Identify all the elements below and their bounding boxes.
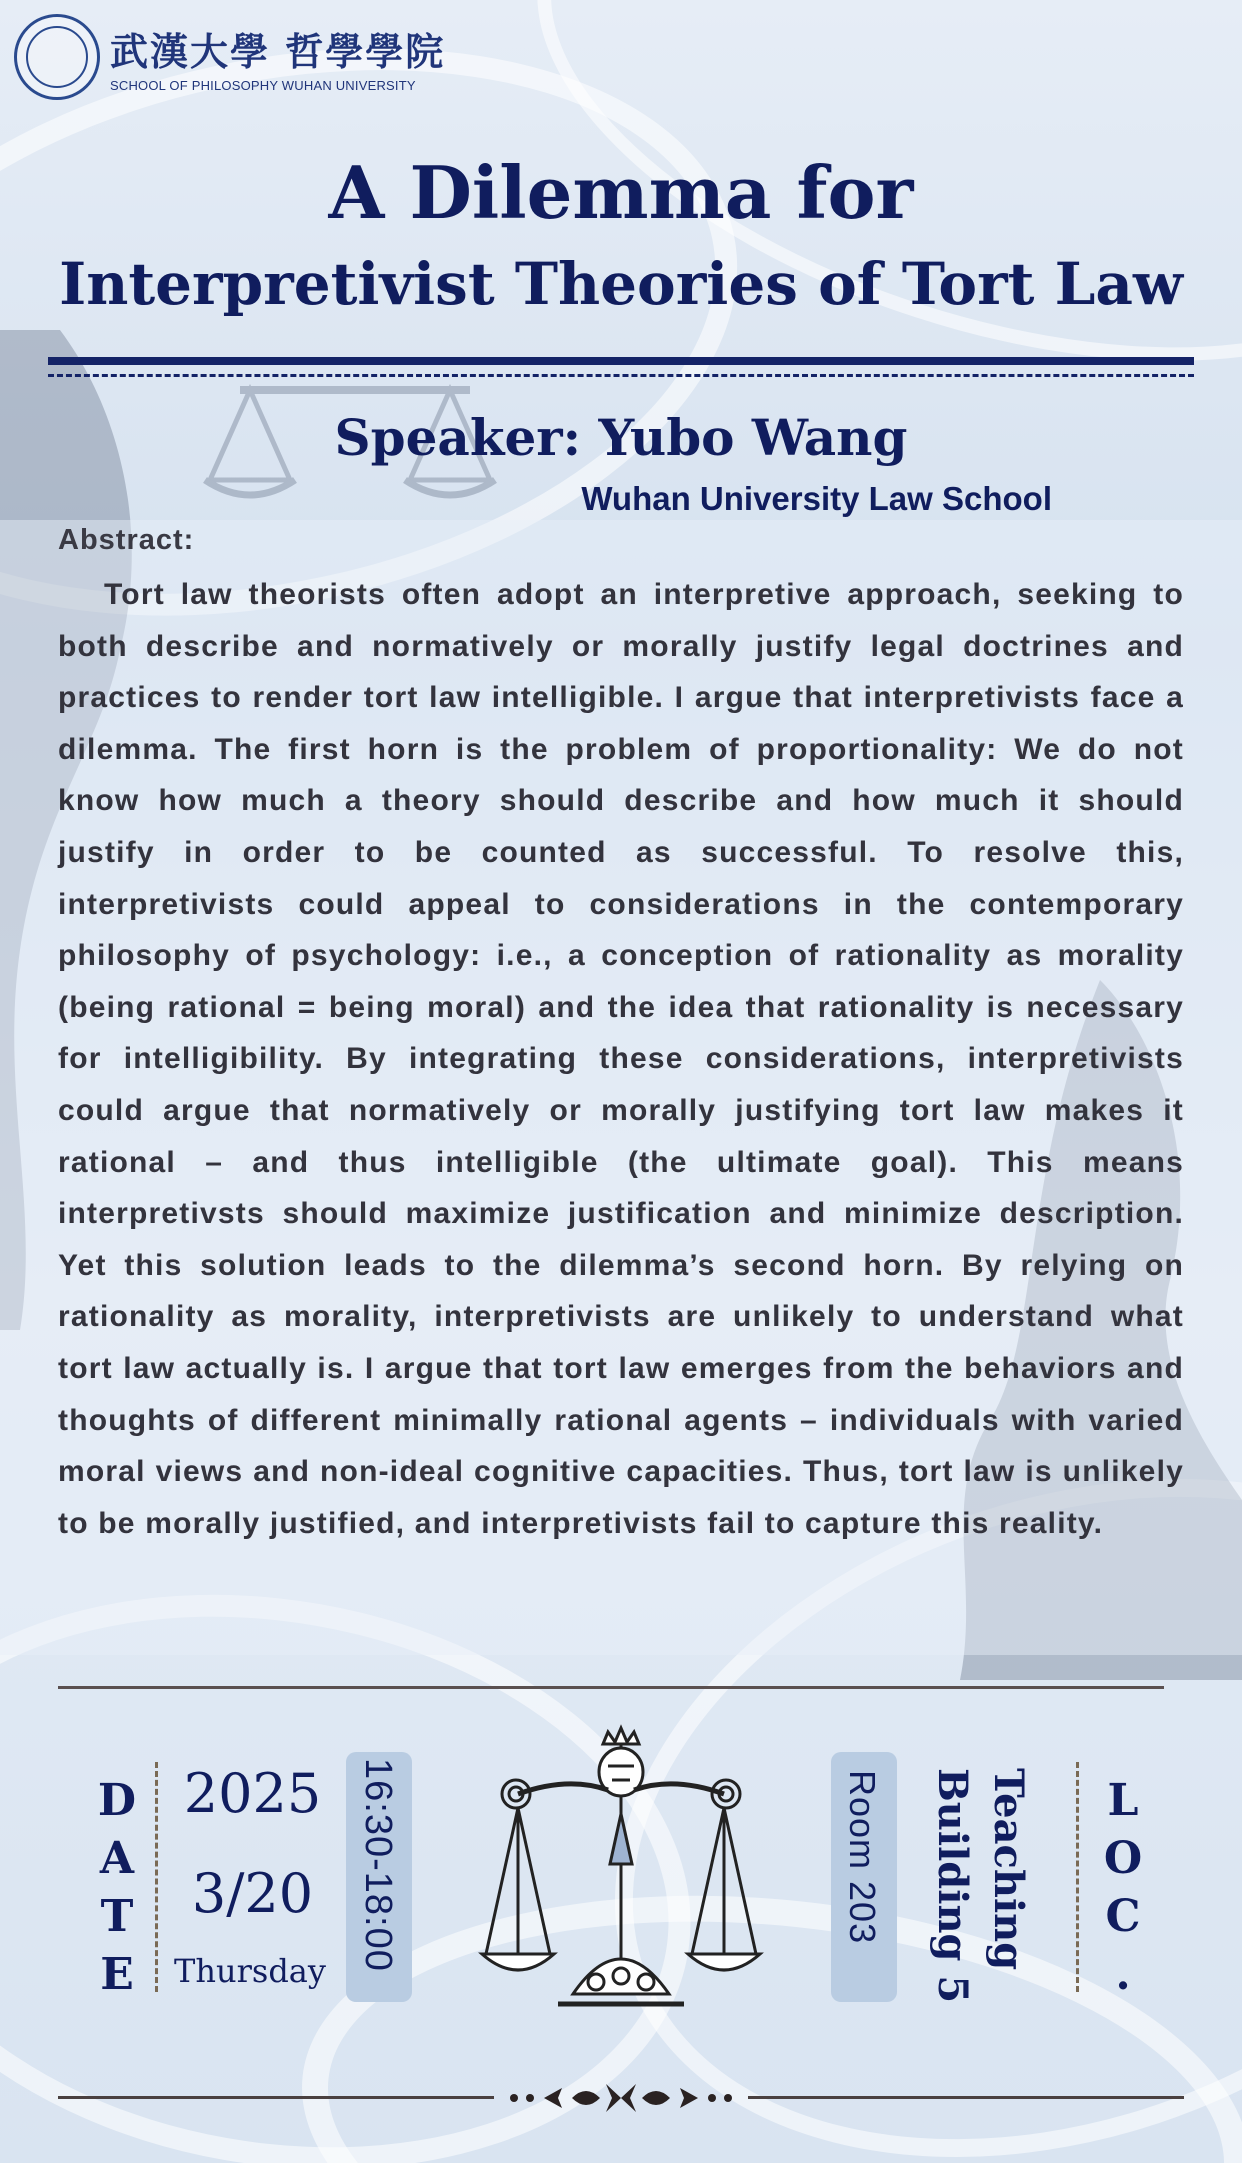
footer-line-right (748, 2096, 1184, 2099)
date-weekday: Thursday (174, 1952, 326, 1990)
title-line-2: Interpretivist Theories of Tort Law (59, 250, 1183, 318)
event-room: Room 203 (842, 1770, 883, 1945)
ornament-divider-icon (508, 2080, 734, 2116)
date-label: D A T E (97, 1775, 137, 2000)
scales-of-justice-icon (478, 1724, 764, 2014)
speaker-affiliation: Wuhan University Law School (581, 480, 1052, 517)
title-rule-dashed (48, 374, 1194, 377)
location-label: L O C . (1103, 1775, 1143, 2000)
title-rule-solid (48, 357, 1194, 365)
footer-line-left (58, 2096, 494, 2099)
title-line-1: A Dilemma for (328, 150, 914, 235)
abstract-text: Tort law theorists often adopt an interpretive approach, seeking to both describe and normatively or morally justify legal doctrines and practices to render tort law intelligible. I argue that interpretivists face a dilemma. The first horn is the problem of proportionality: We do not know how much a theory should describe and how much it should justify in order to be counted as successful. To resolve this, interpretivists could appeal to considerations in the contemporary philosophy of psychology: i.e., a conception of rationality as morality (being rational = being moral) and the idea that rationality is necessary for intelligibility. By integrating these considerations, interpretivists could argue that normatively or morally justifying tort law makes it rational – and thus intelligible (the ultimate goal). This means interpretivsts should maximize justification and minimize description. Yet this solution leads to the dilemma’s second horn. By relying on rationality as morality, interpretivists are unlikely to understand what tort law actually is. I argue that tort law emerges from the behaviors and thoughts of different minimally rational agents – individuals with varied moral views and non-ideal cognitive capacities. Thus, tort law is unlikely to be morally justified, and interpretivists fail to capture this reality. (58, 578, 1184, 1540)
date-month-day: 3/20 (191, 1862, 314, 1925)
university-seal-icon (14, 14, 100, 100)
date-divider (155, 1762, 158, 1992)
date-year: 2025 (183, 1762, 322, 1825)
logo-chinese-name: 武漢大學 哲學學院 (110, 29, 446, 74)
section-divider (58, 1686, 1164, 1689)
event-time: 16:30-18:00 (357, 1758, 399, 1972)
school-logo (14, 14, 445, 100)
event-building: Teaching Building 5 (929, 1768, 1032, 2004)
location-divider (1076, 1762, 1079, 1992)
speaker-name: Speaker: Yubo Wang (334, 408, 908, 467)
logo-english-name: SCHOOL OF PHILOSOPHY WUHAN UNIVERSITY (110, 78, 416, 93)
abstract-label: Abstract: (58, 524, 195, 556)
